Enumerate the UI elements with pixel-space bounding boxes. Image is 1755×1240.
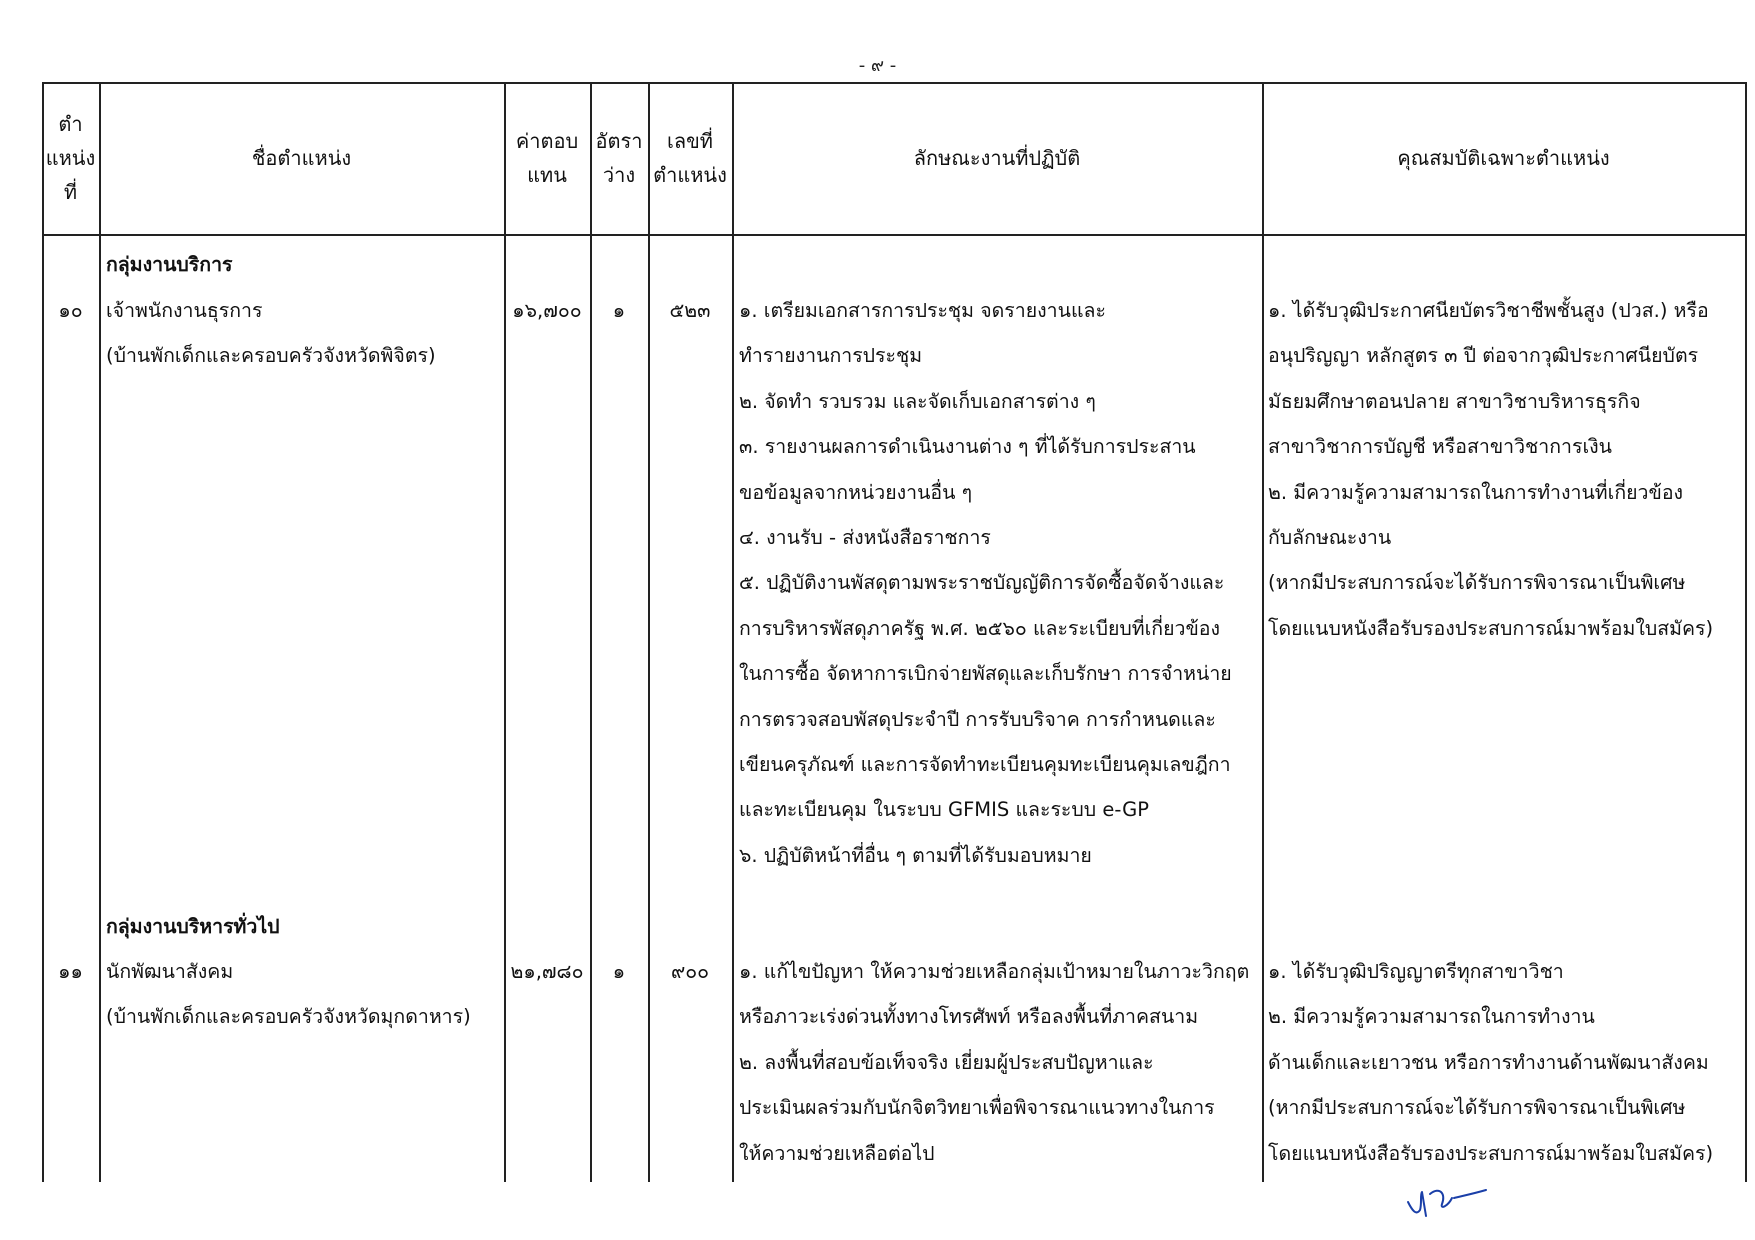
row-pay: ๒๑,๗๘๐ [510,960,584,983]
page-number: - ๙ - [858,55,897,76]
row-group-label: กลุ่มงานบริหารทั่วไป [106,915,280,938]
duty-line: ๒. ลงพื้นที่สอบข้อเท็จจริง เยี่ยมผู้ประสบปัญหาและ [739,1050,1154,1074]
row-position-title: เจ้าพนักงานธุรการ [106,299,263,322]
header-pay: ค่าตอบ แทน [515,129,579,187]
header-duties: ลักษณะงานที่ปฏิบัติ [913,146,1081,170]
qualification-line: มัธยมศึกษาตอนปลาย สาขาวิชาบริหารธุรกิจ [1268,389,1641,413]
duty-line: ให้ความช่วยเหลือต่อไป [739,1141,935,1165]
qualification-line: โดยแนบหนังสือรับรองประสบการณ์มาพร้อมใบสมัคร) [1268,1141,1714,1165]
header-qualifications: คุณสมบัติเฉพาะตำแหน่ง [1397,146,1610,170]
col-border-6 [1262,82,1264,1182]
duty-line: ๑. เตรียมเอกสารการประชุม จดรายงานและ [739,299,1106,322]
duty-line: ๓. รายงานผลการดำเนินงานต่าง ๆ ที่ได้รับการประสาน [739,435,1196,459]
row-number: ๑๑ [58,960,83,983]
row-position-number: ๕๒๓ [669,299,711,322]
duty-line: หรือภาวะเร่งด่วนทั้งทางโทรศัพท์ หรือลงพื้นที่ภาคสนาม [739,1005,1199,1029]
col-border-4 [648,82,650,1182]
row-position-unit: (บ้านพักเด็กและครอบครัวจังหวัดพิจิตร) [106,344,436,367]
header-bottom-border [42,234,1747,236]
row-group-label: กลุ่มงานบริการ [106,253,233,276]
col-border-5 [732,82,734,1182]
qualification-line: สาขาวิชาการบัญชี หรือสาขาวิชาการเงิน [1268,435,1612,459]
duty-line: ขอข้อมูลจากหน่วยงานอื่น ๆ [739,480,973,504]
duty-line: การตรวจสอบพัสดุประจำปี การรับบริจาค การกำหนดและ [739,707,1216,731]
duty-line: ในการซื้อ จัดหาการเบิกจ่ายพัสดุและเก็บรักษา การจำหน่าย [739,662,1232,686]
qualification-line: ๑. ได้รับวุฒิประกาศนียบัตรวิชาชีพชั้นสูง (ปวส.) หรือ [1268,299,1709,322]
qualification-line: ๑. ได้รับวุฒิปริญญาตรีทุกสาขาวิชา [1268,960,1564,983]
duty-line: ทำรายงานการประชุม [739,344,923,368]
row-position-title: นักพัฒนาสังคม [106,960,234,983]
header-rate: อัตรา ว่าง [595,129,643,187]
qualification-line: (หากมีประสบการณ์จะได้รับการพิจารณาเป็นพิเศษ [1268,571,1686,595]
duty-line: การบริหารพัสดุภาครัฐ พ.ศ. ๒๕๖๐ และระเบียบที่เกี่ยวข้อง [739,616,1221,640]
row-rate: ๑ [612,299,626,322]
row-position-number: ๙๐๐ [670,960,710,983]
col-border-1 [99,82,101,1182]
duty-line: เขียนครุภัณฑ์ และการจัดทำทะเบียนคุมทะเบียนคุมเลขฎีกา [739,753,1231,776]
col-border-3 [590,82,592,1182]
duty-line: และทะเบียนคุม ในระบบ GFMIS และระบบ e-GP [739,798,1149,822]
header-position-no: ตำ แหน่ง ที่ [45,112,96,204]
row-rate: ๑ [612,960,626,983]
duty-line: ๑. แก้ไขปัญหา ให้ความช่วยเหลือกลุ่มเป้าหมายในภาวะวิกฤต [739,960,1250,983]
col-border-2 [504,82,506,1182]
qualification-line: ด้านเด็กและเยาวชน หรือการทำงานด้านพัฒนาสังคม [1268,1050,1709,1074]
duty-line: ๒. จัดทำ รวบรวม และจัดเก็บเอกสารต่าง ๆ [739,389,1096,413]
duty-line: ๔. งานรับ - ส่งหนังสือราชการ [739,526,991,549]
handwritten-signature [1400,1180,1490,1220]
duty-line: ๖. ปฏิบัติหน้าที่อื่น ๆ ตามที่ได้รับมอบหมาย [739,843,1092,867]
header-position-name: ชื่อตำแหน่ง [251,146,352,170]
qualification-line: ๒. มีความรู้ความสามารถในการทำงาน [1268,1005,1595,1029]
col-border-right [1745,82,1747,1182]
row-position-unit: (บ้านพักเด็กและครอบครัวจังหวัดมุกดาหาร) [106,1005,471,1028]
qualification-line: (หากมีประสบการณ์จะได้รับการพิจารณาเป็นพิเศษ [1268,1096,1686,1120]
positions-table [42,82,1747,1182]
header-position-number: เลขที่ ตำแหน่ง [653,129,727,187]
row-pay: ๑๖,๗๐๐ [512,299,582,322]
duty-line: ๕. ปฏิบัติงานพัสดุตามพระราชบัญญัติการจัดซื้อจัดจ้างและ [739,571,1225,595]
row-number: ๑๐ [58,299,83,322]
qualification-line: โดยแนบหนังสือรับรองประสบการณ์มาพร้อมใบสมัคร) [1268,616,1714,640]
qualification-line: อนุปริญญา หลักสูตร ๓ ปี ต่อจากวุฒิประกาศนียบัตร [1268,344,1699,368]
col-border-left [42,82,44,1182]
qualification-line: กับลักษณะงาน [1268,526,1392,549]
duty-line: ประเมินผลร่วมกับนักจิตวิทยาเพื่อพิจารณาแนวทางในการ [739,1096,1215,1120]
qualification-line: ๒. มีความรู้ความสามารถในการทำงานที่เกี่ยวข้อง [1268,480,1684,504]
